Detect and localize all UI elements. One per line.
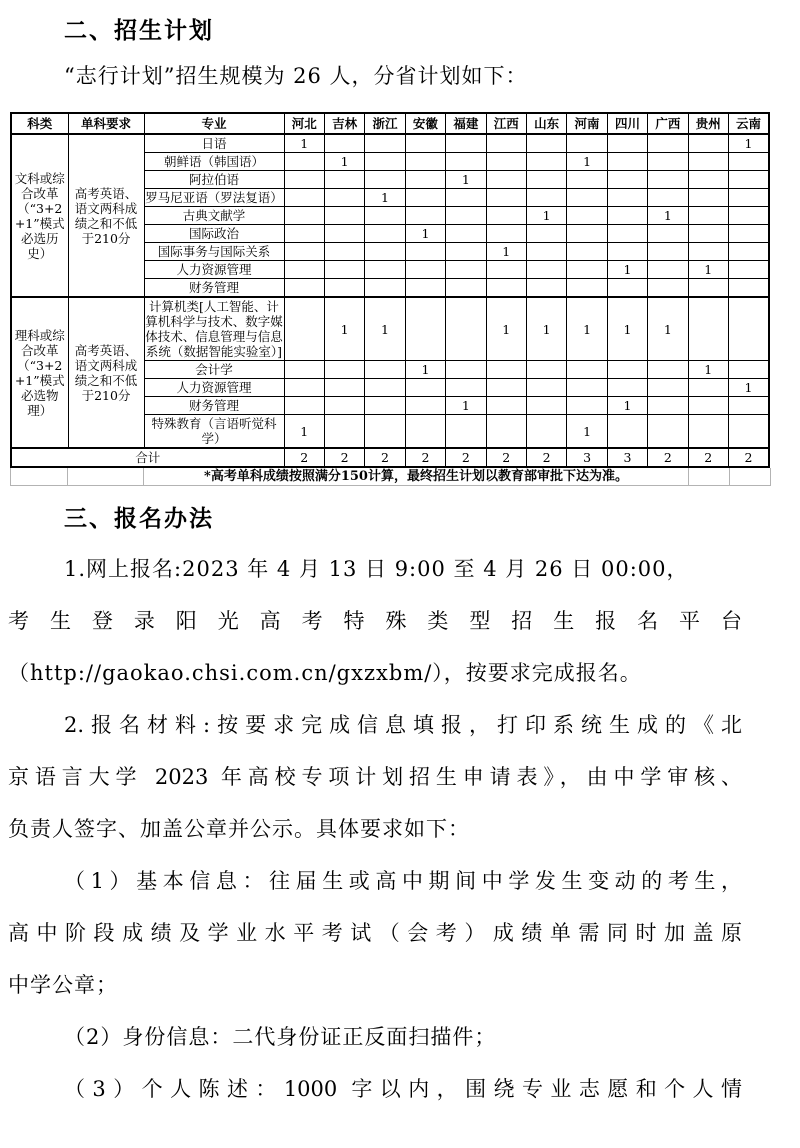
value-cell: 1 — [567, 415, 607, 449]
value-cell — [365, 279, 405, 298]
value-cell — [567, 397, 607, 415]
value-cell — [486, 153, 526, 171]
value-cell — [365, 225, 405, 243]
value-cell: 1 — [607, 297, 647, 361]
value-cell — [607, 207, 647, 225]
value-cell — [486, 261, 526, 279]
value-cell — [324, 415, 364, 449]
value-cell — [284, 171, 324, 189]
value-cell — [688, 379, 728, 397]
major-cell: 特殊教育（言语听觉科学） — [144, 415, 284, 449]
total-value-cell: 2 — [728, 448, 769, 467]
value-cell — [688, 153, 728, 171]
requirement-cell: 高考英语、语文两科成绩之和不低于210分 — [68, 134, 144, 297]
value-cell — [648, 189, 688, 207]
value-cell — [405, 397, 445, 415]
value-cell — [446, 153, 486, 171]
value-cell: 1 — [446, 171, 486, 189]
enrollment-plan-table — [10, 112, 770, 468]
value-cell — [567, 261, 607, 279]
value-cell — [405, 189, 445, 207]
value-cell: 1 — [607, 261, 647, 279]
value-cell — [567, 279, 607, 298]
value-cell — [284, 189, 324, 207]
body-line: 负责人签字、加盖公章并公示。具体要求如下： — [8, 817, 470, 841]
value-cell — [284, 243, 324, 261]
major-cell: 计算机类[人工智能、计算机科学与技术、数字媒体技术、信息管理与信息系统（数据智能实验室）] — [145, 299, 283, 359]
major-cell: 人力资源管理 — [144, 379, 284, 397]
value-cell — [405, 261, 445, 279]
value-cell — [567, 361, 607, 379]
value-cell — [446, 261, 486, 279]
province-header: 贵州 — [688, 113, 728, 134]
value-cell — [365, 207, 405, 225]
value-cell — [284, 261, 324, 279]
value-cell: 1 — [728, 134, 769, 153]
value-cell — [284, 361, 324, 379]
total-value-cell: 3 — [607, 448, 647, 467]
value-cell — [728, 189, 769, 207]
total-value-cell: 2 — [284, 448, 324, 467]
value-cell: 1 — [405, 225, 445, 243]
value-cell — [728, 261, 769, 279]
value-cell — [607, 243, 647, 261]
requirement-cell: 高考英语、语文两科成绩之和不低于210分 — [68, 297, 144, 448]
value-cell — [405, 153, 445, 171]
table-row — [11, 297, 769, 361]
value-cell — [284, 225, 324, 243]
value-cell — [446, 361, 486, 379]
total-value-cell: 2 — [365, 448, 405, 467]
value-cell — [405, 279, 445, 298]
value-cell — [486, 397, 526, 415]
total-value-cell: 2 — [446, 448, 486, 467]
footnote-empty-cell — [11, 468, 68, 486]
value-cell — [648, 243, 688, 261]
value-cell: 1 — [365, 297, 405, 361]
value-cell — [405, 134, 445, 153]
value-cell: 1 — [526, 207, 566, 225]
value-cell — [405, 171, 445, 189]
value-cell — [526, 189, 566, 207]
value-cell — [324, 379, 364, 397]
total-value-cell: 2 — [648, 448, 688, 467]
value-cell — [728, 225, 769, 243]
value-cell — [526, 261, 566, 279]
value-cell — [365, 243, 405, 261]
value-cell — [688, 225, 728, 243]
value-cell — [607, 189, 647, 207]
value-cell — [688, 297, 728, 361]
value-cell — [365, 361, 405, 379]
value-cell: 1 — [728, 379, 769, 397]
value-cell — [324, 134, 364, 153]
value-cell — [648, 225, 688, 243]
value-cell — [728, 361, 769, 379]
total-value-cell: 2 — [486, 448, 526, 467]
value-cell — [526, 134, 566, 153]
total-value-cell: 2 — [405, 448, 445, 467]
body-line: （3）个人陈述：1000 字以内，围绕专业志愿和个人情 — [64, 1077, 742, 1101]
footnote-row — [11, 468, 771, 486]
major-cell: 会计学 — [144, 361, 284, 379]
province-header: 浙江 — [365, 113, 405, 134]
value-cell: 1 — [648, 297, 688, 361]
value-cell — [567, 134, 607, 153]
value-cell — [648, 279, 688, 298]
value-cell — [526, 361, 566, 379]
category-cell: 文科或综合改革（“3+2+1”模式必选历史） — [11, 134, 68, 297]
body-line: 2.报名材料:按要求完成信息填报，打印系统生成的《北 — [64, 713, 742, 737]
value-cell: 1 — [284, 415, 324, 449]
value-cell — [365, 379, 405, 397]
value-cell — [648, 361, 688, 379]
value-cell — [284, 297, 324, 361]
value-cell — [284, 379, 324, 397]
value-cell: 1 — [607, 397, 647, 415]
footnote-empty-cell — [68, 468, 144, 486]
value-cell — [688, 171, 728, 189]
province-header: 广西 — [648, 113, 688, 134]
value-cell — [284, 279, 324, 298]
body-line: 中学公章； — [8, 973, 118, 997]
value-cell — [607, 379, 647, 397]
value-cell — [324, 207, 364, 225]
value-cell — [446, 279, 486, 298]
value-cell — [446, 207, 486, 225]
major-cell: 日语 — [144, 134, 284, 153]
value-cell — [567, 189, 607, 207]
value-cell — [284, 207, 324, 225]
value-cell: 1 — [446, 397, 486, 415]
value-cell — [405, 415, 445, 449]
value-cell — [446, 297, 486, 361]
value-cell — [526, 225, 566, 243]
body-line: 1.网上报名:2023 年 4 月 13 日 9:00 至 4 月 26 日 00:00， — [64, 557, 689, 581]
intro-text: “志行计划”招生规模为 26 人，分省计划如下： — [64, 64, 528, 88]
value-cell — [365, 397, 405, 415]
value-cell: 1 — [405, 361, 445, 379]
value-cell — [648, 134, 688, 153]
body-text — [8, 543, 742, 1115]
major-cell: 国际政治 — [144, 225, 284, 243]
footnote-empty-cell — [689, 468, 730, 486]
value-cell — [446, 189, 486, 207]
body-line: 京语言大学 2023 年高校专项计划招生申请表》，由中学审核、 — [8, 765, 742, 789]
value-cell — [648, 261, 688, 279]
value-cell — [365, 153, 405, 171]
footnote-empty-cell — [730, 468, 771, 486]
value-cell — [688, 243, 728, 261]
table-footnote: *高考单科成绩按照满分150计算，最终招生计划以教育部审批下达为准。 — [144, 468, 689, 486]
value-cell — [648, 171, 688, 189]
value-cell — [607, 415, 647, 449]
province-header: 河南 — [567, 113, 607, 134]
value-cell — [365, 171, 405, 189]
value-cell — [648, 397, 688, 415]
value-cell — [324, 261, 364, 279]
total-label-cell: 合计 — [11, 448, 284, 467]
province-header: 福建 — [446, 113, 486, 134]
major-cell: 朝鲜语（韩国语） — [144, 153, 284, 171]
category-cell: 理科或综合改革（“3+2+1”模式必选物理） — [11, 297, 68, 448]
province-header: 吉林 — [324, 113, 364, 134]
province-header: 山东 — [526, 113, 566, 134]
province-header: 河北 — [284, 113, 324, 134]
province-header: 云南 — [728, 113, 769, 134]
value-cell — [728, 243, 769, 261]
major-cell: 国际事务与国际关系 — [144, 243, 284, 261]
body-line: 高中阶段成绩及学业水平考试（会考）成绩单需同时加盖原 — [8, 921, 742, 945]
value-cell — [648, 153, 688, 171]
value-cell — [446, 225, 486, 243]
section2-heading: 二、招生计划 — [64, 17, 214, 44]
value-cell — [405, 297, 445, 361]
value-cell — [728, 415, 769, 449]
value-cell: 1 — [526, 297, 566, 361]
value-cell — [365, 134, 405, 153]
value-cell — [728, 207, 769, 225]
value-cell: 1 — [324, 153, 364, 171]
value-cell — [284, 153, 324, 171]
province-header: 安徽 — [405, 113, 445, 134]
value-cell — [526, 243, 566, 261]
value-cell — [324, 397, 364, 415]
value-cell — [567, 243, 607, 261]
value-cell: 1 — [284, 134, 324, 153]
body-line: （1）基本信息：往届生或高中期间中学发生变动的考生， — [64, 869, 742, 893]
value-cell — [688, 279, 728, 298]
column-header: 专业 — [144, 113, 284, 134]
value-cell — [486, 225, 526, 243]
major-cell: 财务管理 — [144, 397, 284, 415]
body-line: （http://gaokao.chsi.com.cn/gxzxbm/），按要求完成报名。 — [8, 661, 642, 685]
value-cell — [728, 297, 769, 361]
value-cell — [526, 153, 566, 171]
value-cell — [486, 379, 526, 397]
value-cell — [284, 397, 324, 415]
value-cell — [567, 379, 607, 397]
value-cell — [688, 134, 728, 153]
value-cell — [728, 397, 769, 415]
value-cell — [728, 153, 769, 171]
total-value-cell: 2 — [324, 448, 364, 467]
value-cell — [526, 171, 566, 189]
value-cell — [446, 415, 486, 449]
value-cell: 1 — [567, 297, 607, 361]
value-cell — [607, 153, 647, 171]
value-cell — [607, 171, 647, 189]
value-cell — [446, 243, 486, 261]
section3-heading: 三、报名办法 — [64, 505, 214, 532]
body-line: 考生登录阳光高考特殊类型招生报名平台 — [8, 609, 742, 633]
value-cell: 1 — [567, 153, 607, 171]
value-cell — [486, 207, 526, 225]
table-footnote-row — [10, 468, 771, 486]
value-cell — [324, 225, 364, 243]
body-line: （2）身份信息：二代身份证正反面扫描件； — [64, 1025, 497, 1049]
value-cell — [486, 415, 526, 449]
value-cell — [324, 189, 364, 207]
value-cell — [526, 415, 566, 449]
value-cell — [526, 279, 566, 298]
value-cell: 1 — [486, 243, 526, 261]
value-cell — [405, 243, 445, 261]
value-cell — [567, 207, 607, 225]
value-cell — [688, 207, 728, 225]
province-header: 四川 — [607, 113, 647, 134]
value-cell: 1 — [365, 189, 405, 207]
value-cell: 1 — [324, 297, 364, 361]
value-cell — [567, 171, 607, 189]
value-cell: 1 — [648, 207, 688, 225]
major-cell: 古典文献学 — [144, 207, 284, 225]
value-cell: 1 — [688, 261, 728, 279]
value-cell — [446, 379, 486, 397]
totals-row — [11, 448, 769, 467]
table-row — [11, 134, 769, 153]
value-cell — [607, 279, 647, 298]
value-cell — [688, 189, 728, 207]
value-cell — [526, 379, 566, 397]
total-value-cell: 2 — [526, 448, 566, 467]
major-cell: 人力资源管理 — [144, 261, 284, 279]
value-cell — [324, 361, 364, 379]
value-cell — [607, 134, 647, 153]
column-header: 单科要求 — [68, 113, 144, 134]
value-cell — [486, 171, 526, 189]
value-cell — [405, 207, 445, 225]
value-cell — [365, 261, 405, 279]
value-cell — [486, 134, 526, 153]
table-body — [11, 134, 769, 467]
value-cell — [648, 379, 688, 397]
value-cell: 1 — [486, 297, 526, 361]
total-value-cell: 3 — [567, 448, 607, 467]
value-cell — [688, 397, 728, 415]
value-cell — [728, 171, 769, 189]
value-cell — [405, 379, 445, 397]
value-cell — [446, 134, 486, 153]
table-header — [11, 113, 769, 134]
value-cell — [486, 361, 526, 379]
value-cell — [324, 171, 364, 189]
value-cell — [365, 415, 405, 449]
value-cell — [567, 225, 607, 243]
column-header: 科类 — [11, 113, 68, 134]
value-cell — [648, 415, 688, 449]
value-cell — [486, 279, 526, 298]
value-cell — [688, 415, 728, 449]
value-cell: 1 — [688, 361, 728, 379]
value-cell — [607, 361, 647, 379]
value-cell — [324, 279, 364, 298]
major-cell: 罗马尼亚语（罗法复语） — [145, 190, 283, 205]
province-header: 江西 — [486, 113, 526, 134]
total-value-cell: 2 — [688, 448, 728, 467]
major-cell: 阿拉伯语 — [144, 171, 284, 189]
major-cell: 财务管理 — [144, 279, 284, 298]
value-cell — [607, 225, 647, 243]
value-cell — [486, 189, 526, 207]
header-row — [11, 113, 769, 134]
value-cell — [324, 243, 364, 261]
value-cell — [728, 279, 769, 298]
value-cell — [526, 397, 566, 415]
